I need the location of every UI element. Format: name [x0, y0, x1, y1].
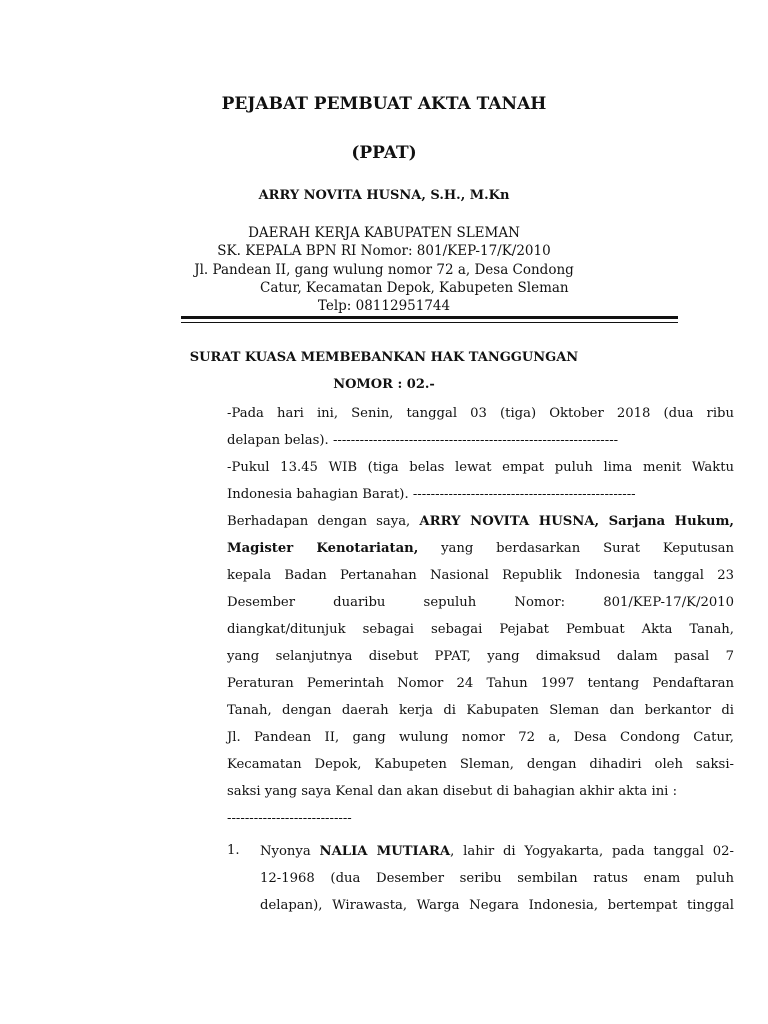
body-line: diangkat/ditunjuk sebagai sebagai Pejabat Pembuat Akta Tanah,: [227, 622, 734, 637]
body-line: Peraturan Pemerintah Nomor 24 Tahun 1997 tentang Pendaftaran: [227, 676, 734, 691]
body-line: Tanah, dengan daerah kerja di Kabupaten Sleman dan berkantor di: [227, 703, 734, 718]
office-subtitle: (PPAT): [351, 143, 417, 163]
list-item-line: 12-1968 (dua Desember seribu sembilan ratus enam puluh: [260, 871, 734, 886]
header-divider-thick: [181, 316, 678, 319]
work-area: DAERAH KERJA KABUPATEN SLEMAN: [248, 225, 520, 241]
body-line: kepala Badan Pertanahan Nasional Republik Indonesia tanggal 23: [227, 568, 734, 583]
body-line: yang selanjutnya disebut PPAT, yang dimaksud dalam pasal 7: [227, 649, 734, 664]
address-line-2: Catur, Kecamatan Depok, Kabupeten Sleman: [260, 280, 569, 296]
document-number: NOMOR : 02.-: [333, 377, 435, 392]
body-line: Magister Kenotariatan, yang berdasarkan Surat Keputusan: [227, 541, 734, 556]
body-line: Berhadapan dengan saya, ARRY NOVITA HUSNA, Sarjana Hukum,: [227, 514, 734, 529]
office-title: PEJABAT PEMBUAT AKTA TANAH: [221, 94, 547, 114]
appearer-name: NALIA MUTIARA: [319, 844, 451, 859]
list-item-line: delapan), Wirawasta, Warga Negara Indonesia, bertempat tinggal: [260, 898, 734, 913]
notary-name: ARRY NOVITA HUSNA, S.H., M.Kn: [258, 188, 510, 203]
phone: Telp: 08112951744: [317, 298, 451, 314]
address-line-1: Jl. Pandean II, gang wulung nomor 72 a, Desa Condong: [194, 262, 574, 278]
body-line: -Pukul 13.45 WIB (tiga belas lewat empat puluh lima menit Waktu: [227, 460, 734, 475]
body-line: Desember duaribu sepuluh Nomor: 801/KEP-17/K/2010: [227, 595, 734, 610]
decree-number: SK. KEPALA BPN RI Nomor: 801/KEP-17/K/2010: [217, 243, 551, 259]
body-line: Indonesia bahagian Barat). --------------------------------------------------: [227, 487, 636, 502]
body-line: -Pada hari ini, Senin, tanggal 03 (tiga) Oktober 2018 (dua ribu: [227, 406, 734, 421]
notary-title-inline: Magister Kenotariatan,: [227, 541, 419, 556]
header-divider-thin: [181, 322, 678, 323]
body-line: delapan belas). ----------------------------------------------------------------: [227, 433, 619, 448]
document-title: SURAT KUASA MEMBEBANKAN HAK TANGGUNGAN: [189, 350, 579, 365]
list-item-number: 1.: [227, 843, 240, 858]
list-item-line: Nyonya NALIA MUTIARA, lahir di Yogyakarta, pada tanggal 02-: [260, 844, 734, 859]
body-line: saksi yang saya Kenal dan akan disebut di bahagian akhir akta ini :: [227, 784, 678, 799]
notary-name-inline: ARRY NOVITA HUSNA, Sarjana Hukum,: [419, 514, 734, 529]
body-line: ----------------------------: [227, 811, 352, 826]
body-line: Jl. Pandean II, gang wulung nomor 72 a, Desa Condong Catur,: [227, 730, 734, 745]
body-line: Kecamatan Depok, Kabupeten Sleman, dengan dihadiri oleh saksi-: [227, 757, 734, 772]
